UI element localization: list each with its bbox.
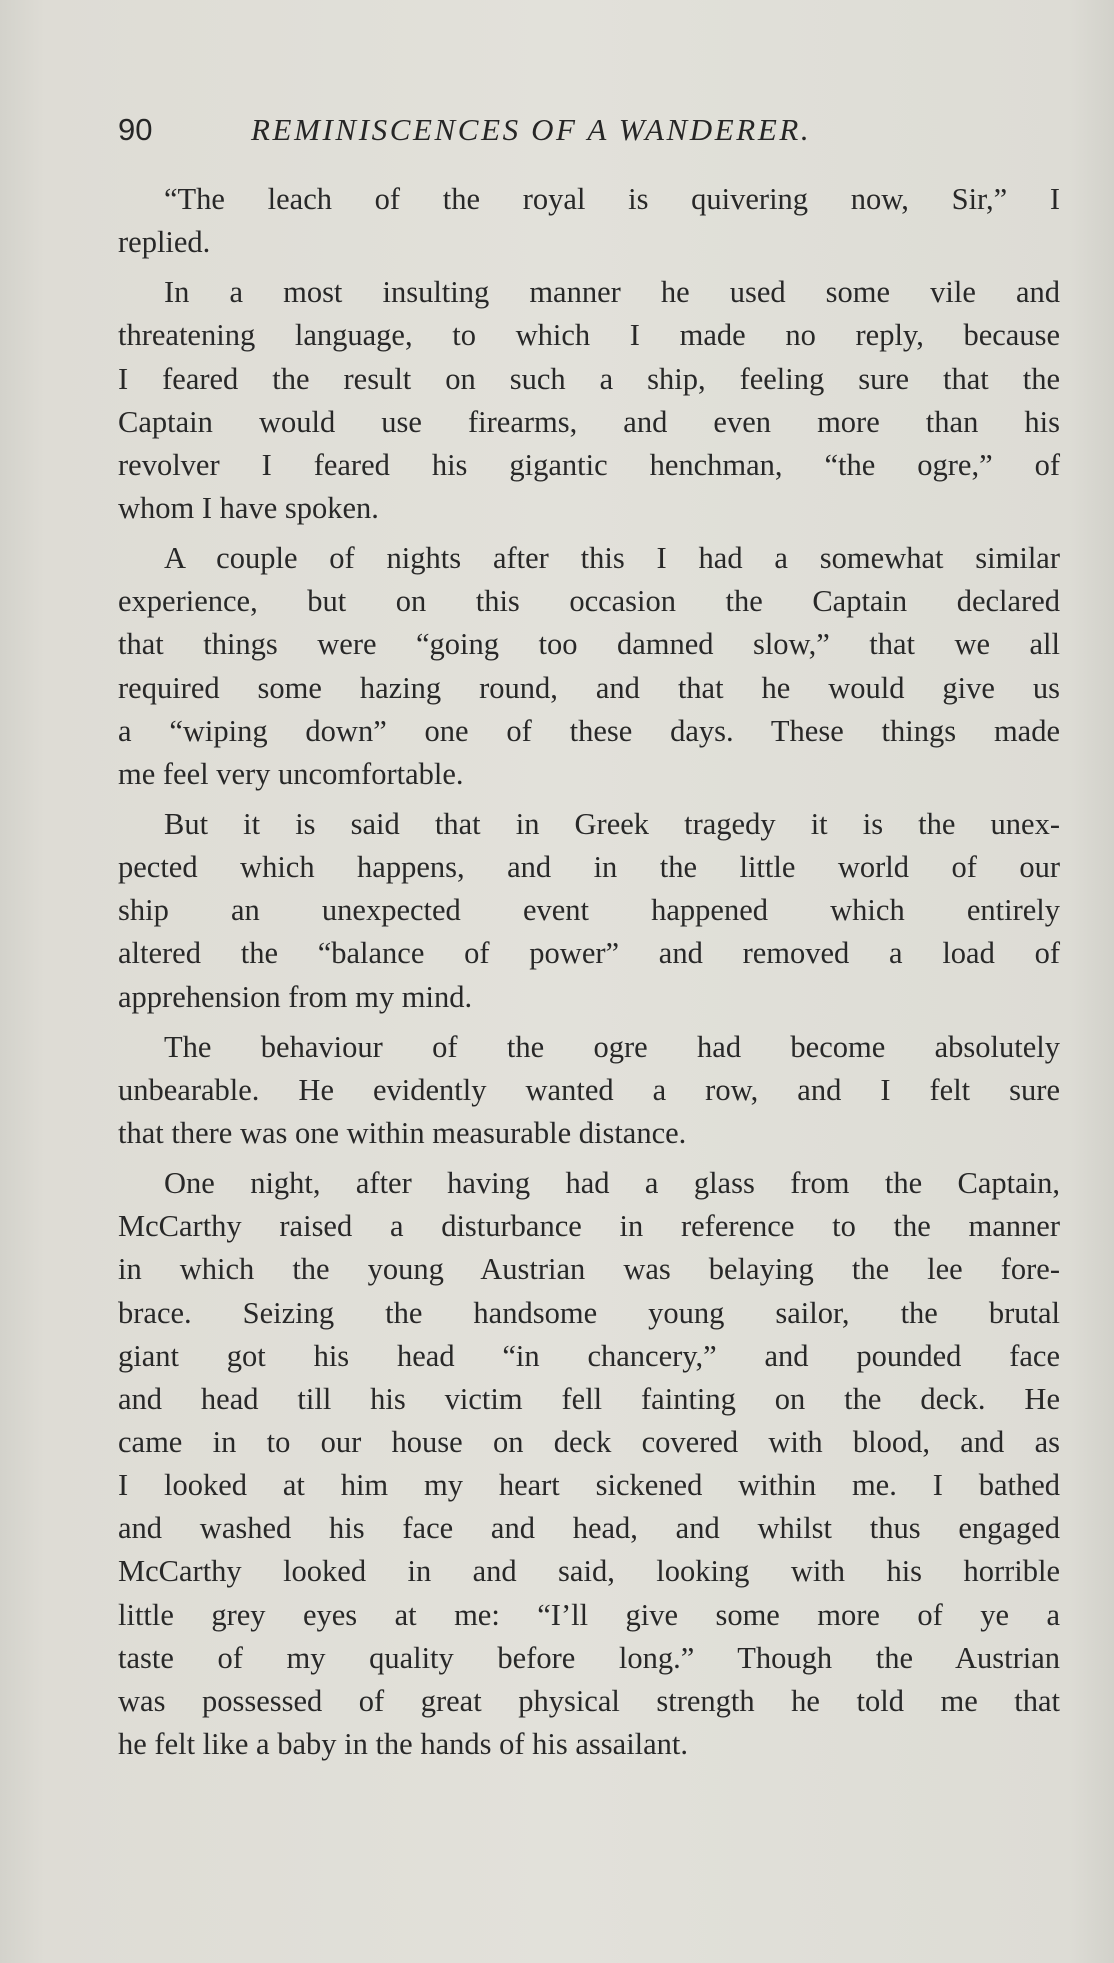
- text-line: that there was one within measurable distance.: [118, 1115, 687, 1150]
- paragraph-gap: [118, 1155, 1060, 1162]
- text-line: was possessed of great physical strength he told me that: [118, 1683, 1060, 1718]
- paragraph: [118, 1162, 1060, 1766]
- paragraph-gap: [118, 796, 1060, 803]
- text-line: The behaviour of the ogre had become absolutely: [164, 1029, 1060, 1064]
- text-line: “The leach of the royal is quivering now, Sir,” I: [164, 182, 1060, 216]
- text-line: unbearable. He evidently wanted a row, and I felt sure: [118, 1072, 1060, 1107]
- text-line: Captain would use firearms, and even more than his: [118, 404, 1060, 439]
- text-line: a “wiping down” one of these days. These things made: [118, 713, 1060, 748]
- text-line: revolver I feared his gigantic henchman, “the ogre,” of: [118, 447, 1060, 482]
- text-line: came in to our house on deck covered with blood, and as: [118, 1424, 1060, 1459]
- text-line: pected which happens, and in the little world of our: [118, 850, 1060, 885]
- paragraph-gap: [118, 264, 1060, 271]
- paragraph: [118, 537, 1060, 796]
- text-line: In a most insulting manner he used some vile and: [164, 275, 1060, 310]
- text-line: he felt like a baby in the hands of his assailant.: [118, 1726, 689, 1761]
- text-line: threatening language, to which I made no reply, because: [118, 318, 1060, 353]
- text-line: I feared the result on such a ship, feeling sure that the: [118, 361, 1060, 396]
- text-line: apprehension from my mind.: [118, 979, 473, 1014]
- paragraph: [118, 271, 1060, 530]
- text-line: A couple of nights after this I had a somewhat similar: [164, 541, 1060, 576]
- text-line: required some hazing round, and that he would give us: [118, 670, 1060, 705]
- text-line: giant got his head “in chancery,” and pounded face: [118, 1338, 1060, 1373]
- text-line: me feel very uncomfortable.: [118, 756, 464, 791]
- body-text: [118, 178, 1060, 1766]
- running-head: REMINISCENCES OF A WANDERER.: [251, 112, 812, 147]
- paragraph: [118, 1026, 1060, 1155]
- text-line: taste of my quality before long.” Though the Austrian: [118, 1640, 1060, 1675]
- paragraph-gap: [118, 1019, 1060, 1026]
- text-line: that things were “going too damned slow,” that we all: [118, 627, 1060, 662]
- text-line: whom I have spoken.: [118, 490, 379, 525]
- paragraph-gap: [118, 530, 1060, 537]
- text-line: little grey eyes at me: “I’ll give some more of ye a: [118, 1597, 1060, 1632]
- page-header: [118, 110, 1048, 160]
- text-line: and washed his face and head, and whilst thus engaged: [118, 1511, 1060, 1546]
- text-line: and head till his victim fell fainting on the deck. He: [118, 1381, 1060, 1416]
- paragraph: [118, 178, 1060, 264]
- text-line: McCarthy raised a disturbance in reference to the manner: [118, 1209, 1060, 1244]
- text-line: experience, but on this occasion the Captain declared: [118, 584, 1060, 619]
- text-line: replied.: [118, 225, 211, 260]
- page-number: 90: [118, 112, 153, 147]
- text-line: McCarthy looked in and said, looking with his horrible: [118, 1554, 1060, 1589]
- text-line: in which the young Austrian was belaying the lee fore-: [118, 1252, 1060, 1287]
- text-line: One night, after having had a glass from the Captain,: [164, 1166, 1060, 1201]
- text-line: But it is said that in Greek tragedy it is the unex-: [164, 806, 1060, 841]
- text-line: altered the “balance of power” and removed a load of: [118, 936, 1060, 971]
- text-line: brace. Seizing the handsome young sailor, the brutal: [118, 1295, 1060, 1330]
- paragraph: [118, 803, 1060, 1019]
- text-line: I looked at him my heart sickened within me. I bathed: [118, 1468, 1060, 1503]
- text-line: ship an unexpected event happened which entirely: [118, 893, 1060, 928]
